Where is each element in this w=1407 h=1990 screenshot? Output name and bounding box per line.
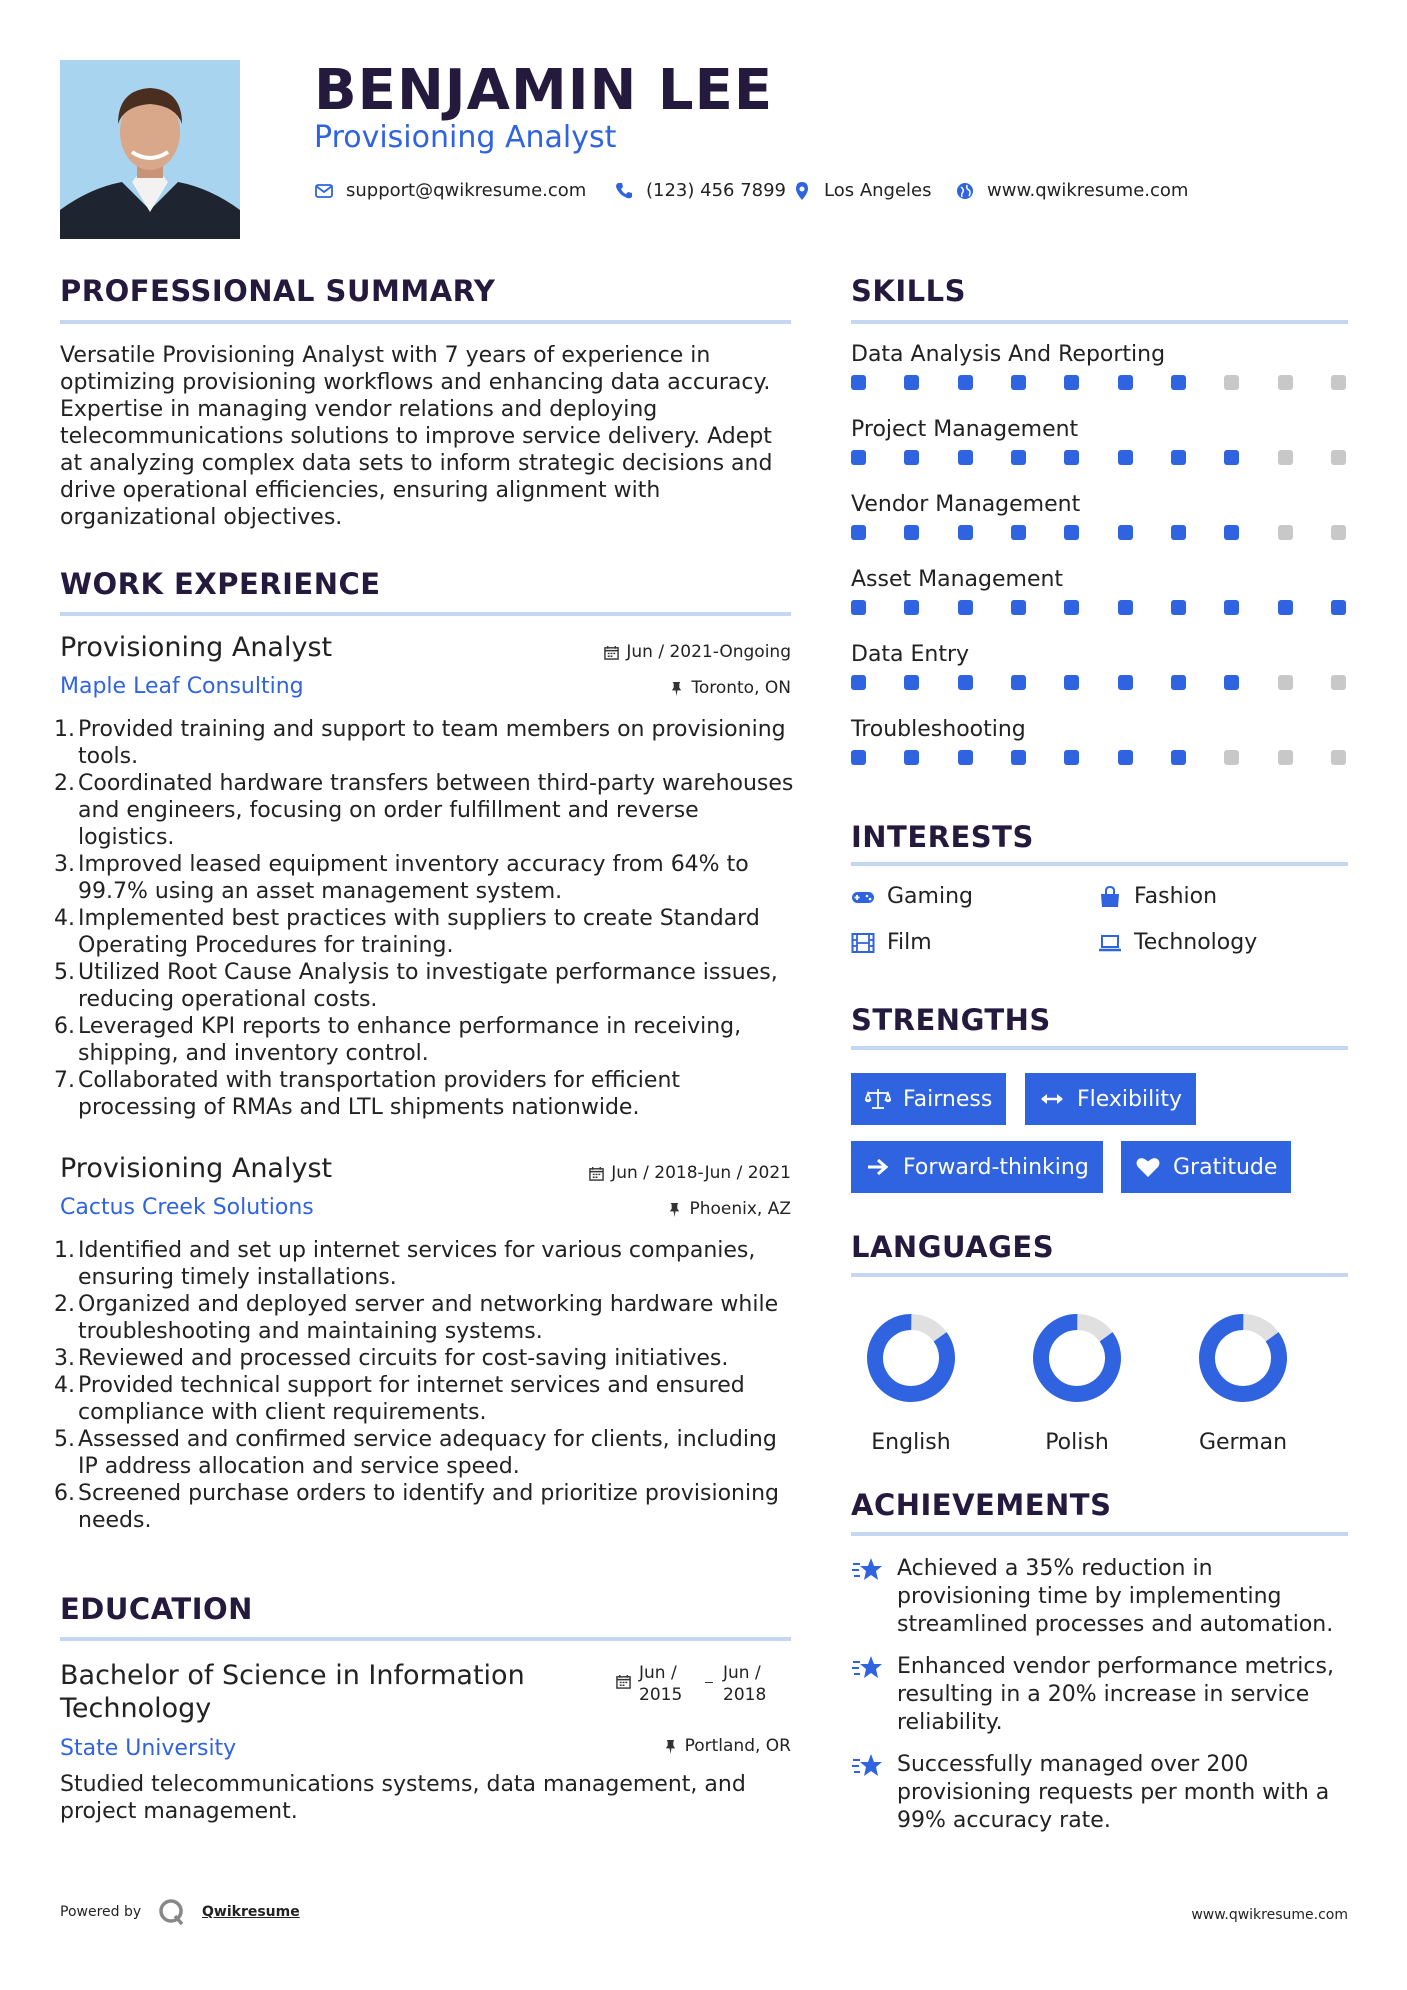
- language-proficiency-ring: [1193, 1308, 1293, 1408]
- languages-list: [846, 1308, 1346, 1455]
- rating-dot-filled: [1224, 600, 1239, 615]
- powered-by-label: Powered by: [60, 1904, 142, 1920]
- summary-heading: PROFESSIONAL SUMMARY: [60, 274, 496, 308]
- rating-dot-filled: [1171, 675, 1186, 690]
- job-location: Toronto, ON: [669, 678, 791, 698]
- rating-dot-filled: [1064, 450, 1079, 465]
- languages-rule: [851, 1273, 1348, 1277]
- rating-dot-empty: [1224, 375, 1239, 390]
- skill-label: Data Analysis And Reporting: [851, 342, 1166, 367]
- calendar-icon: [604, 645, 619, 660]
- rating-dot-filled: [1118, 450, 1133, 465]
- rating-dot-filled: [1171, 750, 1186, 765]
- gamepad-icon: [851, 886, 875, 908]
- skill-row: [851, 417, 1348, 492]
- strengths-rule: [851, 1046, 1348, 1050]
- rating-dot-filled: [904, 375, 919, 390]
- ring-fill: [1193, 1308, 1293, 1408]
- language-label: German: [1198, 1430, 1288, 1455]
- skill-label: Troubleshooting: [851, 717, 1026, 742]
- laptop-icon: [1098, 932, 1122, 954]
- achievement-item: Enhanced vendor performance metrics, resulting in a 20% increase in service reliability.: [851, 1653, 1351, 1737]
- date-start-month: Jun /: [639, 1663, 677, 1683]
- list-item: 4. Provided technical support for internet services and ensured compliance with client requirements.: [54, 1373, 745, 1425]
- rating-dot-filled: [1011, 375, 1026, 390]
- star-icon: [851, 1751, 883, 1781]
- interests-rule: [851, 862, 1348, 866]
- rating-dot-empty: [1331, 375, 1346, 390]
- summary-text: Versatile Provisioning Analyst with 7 years of experience in optimizing provisioning workflows and enhancing data accuracy. Expertise in managing vendor relations and deploying telecommunications solutions to improve service delivery. Adept at analyzing complex data sets to inform strategic decisions and drive operational efficiencies, ensuring alignment with organizational objectives.: [60, 343, 773, 530]
- profile-photo: [60, 60, 240, 239]
- date-end-year: 2018: [723, 1685, 767, 1705]
- list-item: 7. Collaborated with transportation providers for efficient processing of RMAs and LTL shipments nationwide.: [54, 1068, 681, 1120]
- education-dates: [616, 1662, 781, 1706]
- map-marker-icon: [792, 181, 812, 201]
- rating-dot-empty: [1331, 675, 1346, 690]
- rating-dot-filled: [1171, 450, 1186, 465]
- skills-list: [851, 342, 1348, 792]
- rating-dot-filled: [1011, 450, 1026, 465]
- strength-badge-gratitude: Gratitude: [1121, 1141, 1291, 1193]
- skill-label: Project Management: [851, 417, 1079, 442]
- rating-dot-filled: [1011, 525, 1026, 540]
- job-location: Phoenix, AZ: [667, 1199, 791, 1219]
- strength-badge-fairness: Fairness: [851, 1073, 1006, 1125]
- shopping-bag-icon: [1098, 886, 1122, 908]
- rating-dot-filled: [851, 750, 866, 765]
- rating-dot-filled: [1224, 675, 1239, 690]
- globe-icon: [955, 181, 975, 201]
- job-title: Provisioning Analyst: [60, 632, 333, 663]
- arrows-horizontal-icon: [1039, 1087, 1065, 1111]
- skill-row: [851, 342, 1348, 417]
- interest-fashion: Fashion: [1098, 884, 1217, 909]
- rating-dot-filled: [1064, 375, 1079, 390]
- rating-dot-empty: [1331, 450, 1346, 465]
- pin-icon: [669, 681, 684, 696]
- interest-technology: Technology: [1098, 930, 1257, 955]
- rating-dot-filled: [958, 450, 973, 465]
- rating-dot-empty: [1331, 750, 1346, 765]
- skills-rule: [851, 320, 1348, 324]
- rating-dot-filled: [1118, 675, 1133, 690]
- job-dates: Jun / 2021-Ongoing: [604, 642, 791, 662]
- list-item: 2. Coordinated hardware transfers between third-party warehouses and engineers, focusing on order fulfillment and reverse logistics.: [54, 771, 794, 850]
- candidate-title: Provisioning Analyst: [314, 120, 617, 155]
- rating-dot-filled: [1011, 750, 1026, 765]
- language-proficiency-ring: [861, 1308, 961, 1408]
- rating-dot-filled: [904, 525, 919, 540]
- list-item: 1. Identified and set up internet services for various companies, ensuring timely installations.: [54, 1238, 756, 1290]
- list-item: 4. Implemented best practices with suppliers to create Standard Operating Procedures for training.: [54, 906, 760, 958]
- skill-row: [851, 567, 1348, 642]
- contact-website[interactable]: [955, 180, 1188, 201]
- skill-label: Data Entry: [851, 642, 970, 667]
- rating-dot-filled: [1278, 600, 1293, 615]
- list-item: 3. Improved leased equipment inventory accuracy from 64% to 99.7% using an asset management system.: [54, 852, 749, 904]
- film-icon: [851, 932, 875, 954]
- ring-fill: [861, 1308, 961, 1408]
- company-name: Maple Leaf Consulting: [60, 674, 304, 699]
- language-proficiency-ring: [1027, 1308, 1127, 1408]
- experience-rule: [60, 612, 791, 616]
- qwikresume-logo: [157, 1897, 187, 1927]
- rating-dot-empty: [1278, 750, 1293, 765]
- candidate-name: BENJAMIN LEE: [314, 58, 774, 123]
- interests-heading: INTERESTS: [851, 820, 1034, 854]
- calendar-icon: [616, 1674, 631, 1689]
- skill-rating: [851, 525, 1346, 540]
- achievement-item: Achieved a 35% reduction in provisioning time by implementing streamlined processes and automation.: [851, 1555, 1351, 1639]
- qwikresume-link[interactable]: Qwikresume: [202, 1904, 300, 1920]
- rating-dot-filled: [1171, 525, 1186, 540]
- rating-dot-filled: [1331, 600, 1346, 615]
- job-bullets: [54, 716, 795, 1121]
- rating-dot-filled: [1064, 525, 1079, 540]
- language-item: [1178, 1308, 1308, 1455]
- email-text: support@qwikresume.com: [346, 180, 587, 201]
- rating-dot-filled: [1064, 600, 1079, 615]
- school-name: State University: [60, 1736, 237, 1761]
- language-item: [846, 1308, 976, 1455]
- balance-scale-icon: [865, 1087, 891, 1111]
- rating-dot-filled: [904, 675, 919, 690]
- list-item: 3. Reviewed and processed circuits for cost-saving initiatives.: [54, 1346, 729, 1371]
- rating-dot-filled: [851, 525, 866, 540]
- ring-fill: [1027, 1308, 1127, 1408]
- star-icon: [851, 1555, 883, 1585]
- heart-icon: [1135, 1155, 1161, 1179]
- rating-dot-filled: [958, 675, 973, 690]
- envelope-icon: [314, 181, 334, 201]
- skill-rating: [851, 750, 1346, 765]
- skill-rating: [851, 450, 1346, 465]
- list-item: 6. Leveraged KPI reports to enhance performance in receiving, shipping, and inventory control.: [54, 1014, 742, 1066]
- summary-rule: [60, 320, 791, 324]
- experience-heading: WORK EXPERIENCE: [60, 567, 381, 601]
- company-name: Cactus Creek Solutions: [60, 1195, 314, 1220]
- skill-row: [851, 642, 1348, 717]
- rating-dot-empty: [1278, 525, 1293, 540]
- rating-dot-filled: [1064, 750, 1079, 765]
- strength-badge-flexibility: Flexibility: [1025, 1073, 1196, 1125]
- language-label: Polish: [1045, 1430, 1109, 1455]
- phone-text: (123) 456 7899: [646, 180, 787, 201]
- pin-icon: [663, 1739, 678, 1754]
- rating-dot-filled: [1064, 675, 1079, 690]
- rating-dot-filled: [904, 450, 919, 465]
- arrow-right-icon: [865, 1155, 891, 1179]
- date-start-year: 2015: [639, 1685, 683, 1705]
- rating-dot-filled: [851, 375, 866, 390]
- job-dates: Jun / 2018-Jun / 2021: [589, 1163, 791, 1183]
- rating-dot-filled: [1224, 525, 1239, 540]
- skill-rating: [851, 375, 1346, 390]
- pin-icon: [667, 1202, 682, 1217]
- rating-dot-filled: [958, 750, 973, 765]
- achievements-list: [851, 1555, 1351, 1835]
- star-icon: [851, 1653, 883, 1683]
- calendar-icon: [589, 1166, 604, 1181]
- rating-dot-filled: [1224, 450, 1239, 465]
- achievements-rule: [851, 1532, 1348, 1536]
- skill-label: Vendor Management: [851, 492, 1081, 517]
- achievement-item: Successfully managed over 200 provisioning requests per month with a 99% accuracy rate.: [851, 1751, 1351, 1835]
- skill-rating: [851, 600, 1346, 615]
- list-item: 5. Utilized Root Cause Analysis to investigate performance issues, reducing operational costs.: [54, 960, 778, 1012]
- education-description: Studied telecommunications systems, data management, and project management.: [60, 1772, 746, 1824]
- rating-dot-filled: [1011, 675, 1026, 690]
- phone-icon: [614, 181, 634, 201]
- rating-dot-filled: [904, 750, 919, 765]
- strengths-heading: STRENGTHS: [851, 1003, 1051, 1037]
- education-location: Portland, OR: [663, 1736, 791, 1756]
- skill-label: Asset Management: [851, 567, 1064, 592]
- list-item: 5. Assessed and confirmed service adequacy for clients, including IP address allocation and service speed.: [54, 1427, 777, 1479]
- rating-dot-filled: [1118, 600, 1133, 615]
- rating-dot-filled: [1171, 375, 1186, 390]
- languages-heading: LANGUAGES: [851, 1230, 1055, 1264]
- contact-email[interactable]: [314, 180, 586, 201]
- rating-dot-filled: [1118, 750, 1133, 765]
- rating-dot-filled: [1171, 600, 1186, 615]
- skills-heading: SKILLS: [851, 274, 966, 308]
- date-end-month: Jun /: [723, 1663, 761, 1683]
- rating-dot-filled: [851, 450, 866, 465]
- rating-dot-empty: [1331, 525, 1346, 540]
- footer-website[interactable]: www.qwikresume.com: [1191, 1907, 1348, 1923]
- achievements-heading: ACHIEVEMENTS: [851, 1488, 1112, 1522]
- skill-row: [851, 492, 1348, 567]
- degree-line-2: Technology: [60, 1693, 212, 1724]
- education-heading: EDUCATION: [60, 1592, 253, 1626]
- website-text: www.qwikresume.com: [987, 180, 1189, 201]
- contact-location: [792, 180, 932, 201]
- rating-dot-filled: [958, 600, 973, 615]
- rating-dot-empty: [1278, 450, 1293, 465]
- strength-badge-forward-thinking: Forward-thinking: [851, 1141, 1103, 1193]
- list-item: 6. Screened purchase orders to identify and prioritize provisioning needs.: [54, 1481, 780, 1533]
- rating-dot-filled: [958, 525, 973, 540]
- rating-dot-filled: [851, 675, 866, 690]
- degree-line-1: Bachelor of Science in Information: [60, 1660, 525, 1691]
- rating-dot-filled: [1118, 525, 1133, 540]
- rating-dot-filled: [1118, 375, 1133, 390]
- rating-dot-filled: [904, 600, 919, 615]
- rating-dot-filled: [1011, 600, 1026, 615]
- education-rule: [60, 1637, 791, 1641]
- rating-dot-filled: [851, 600, 866, 615]
- list-item: 1. Provided training and support to team members on provisioning tools.: [54, 717, 786, 769]
- contact-phone[interactable]: [614, 180, 786, 201]
- language-label: English: [871, 1430, 951, 1455]
- job-bullets: [54, 1237, 795, 1534]
- rating-dot-filled: [958, 375, 973, 390]
- language-item: [1012, 1308, 1142, 1455]
- skill-row: [851, 717, 1348, 792]
- interest-gaming: Gaming: [851, 884, 973, 909]
- list-item: 2. Organized and deployed server and networking hardware while troubleshooting and maintaining systems.: [54, 1292, 779, 1344]
- rating-dot-empty: [1224, 750, 1239, 765]
- interest-film: Film: [851, 930, 932, 955]
- rating-dot-empty: [1278, 675, 1293, 690]
- rating-dot-empty: [1278, 375, 1293, 390]
- skill-rating: [851, 675, 1346, 690]
- job-title: Provisioning Analyst: [60, 1153, 333, 1184]
- location-text: Los Angeles: [824, 180, 932, 201]
